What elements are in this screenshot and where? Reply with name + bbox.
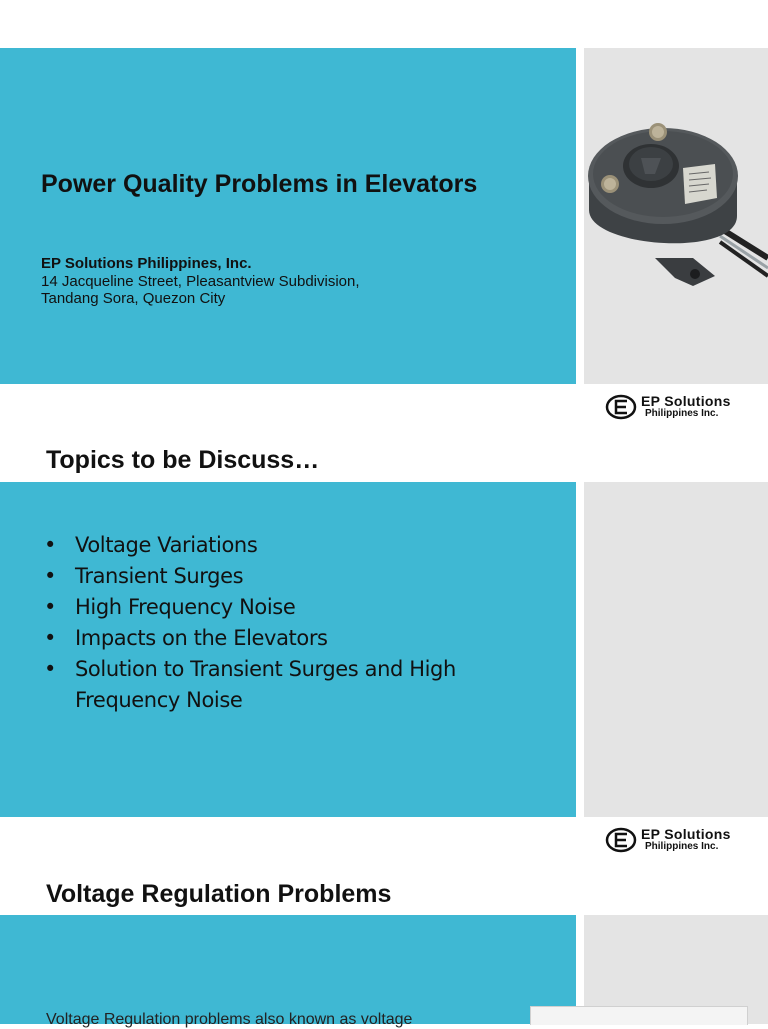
list-item: • Voltage Variations [44, 530, 564, 561]
logo-name: EP Solutions [641, 393, 731, 409]
topics-list [44, 530, 564, 716]
slide2-heading: Topics to be Discuss… [46, 446, 320, 474]
list-item: • Transient Surges [44, 561, 564, 592]
ep-solutions-logo [605, 827, 765, 857]
slide1-title: Power Quality Problems in Elevators [41, 170, 478, 198]
slide3-image-frame [530, 1006, 748, 1025]
slide1-teal-panel [0, 48, 576, 384]
company-name: EP Solutions Philippines, Inc. [41, 255, 252, 272]
slide3-body-text: Voltage Regulation problems also known as voltage [46, 1011, 413, 1028]
slide3-teal-panel [0, 915, 576, 1024]
slide2-side-panel [584, 482, 768, 817]
device-image [585, 118, 768, 290]
logo-name: EP Solutions [641, 826, 731, 842]
ep-logo-icon [605, 827, 637, 853]
logo-text [641, 394, 731, 419]
address-line-2: Tandang Sora, Quezon City [41, 290, 226, 307]
address-line-1: 14 Jacqueline Street, Pleasantview Subdivision, [41, 273, 360, 290]
ep-solutions-logo [605, 394, 765, 424]
ep-logo-icon [605, 394, 637, 420]
list-item: • Impacts on the Elevators [44, 623, 564, 654]
list-item: • High Frequency Noise [44, 592, 564, 623]
logo-sub: Philippines Inc. [645, 841, 719, 852]
logo-sub: Philippines Inc. [645, 408, 719, 419]
list-item: • Solution to Transient Surges and High Frequency Noise [44, 654, 564, 716]
logo-text [641, 827, 731, 852]
slide3-heading: Voltage Regulation Problems [46, 880, 392, 908]
